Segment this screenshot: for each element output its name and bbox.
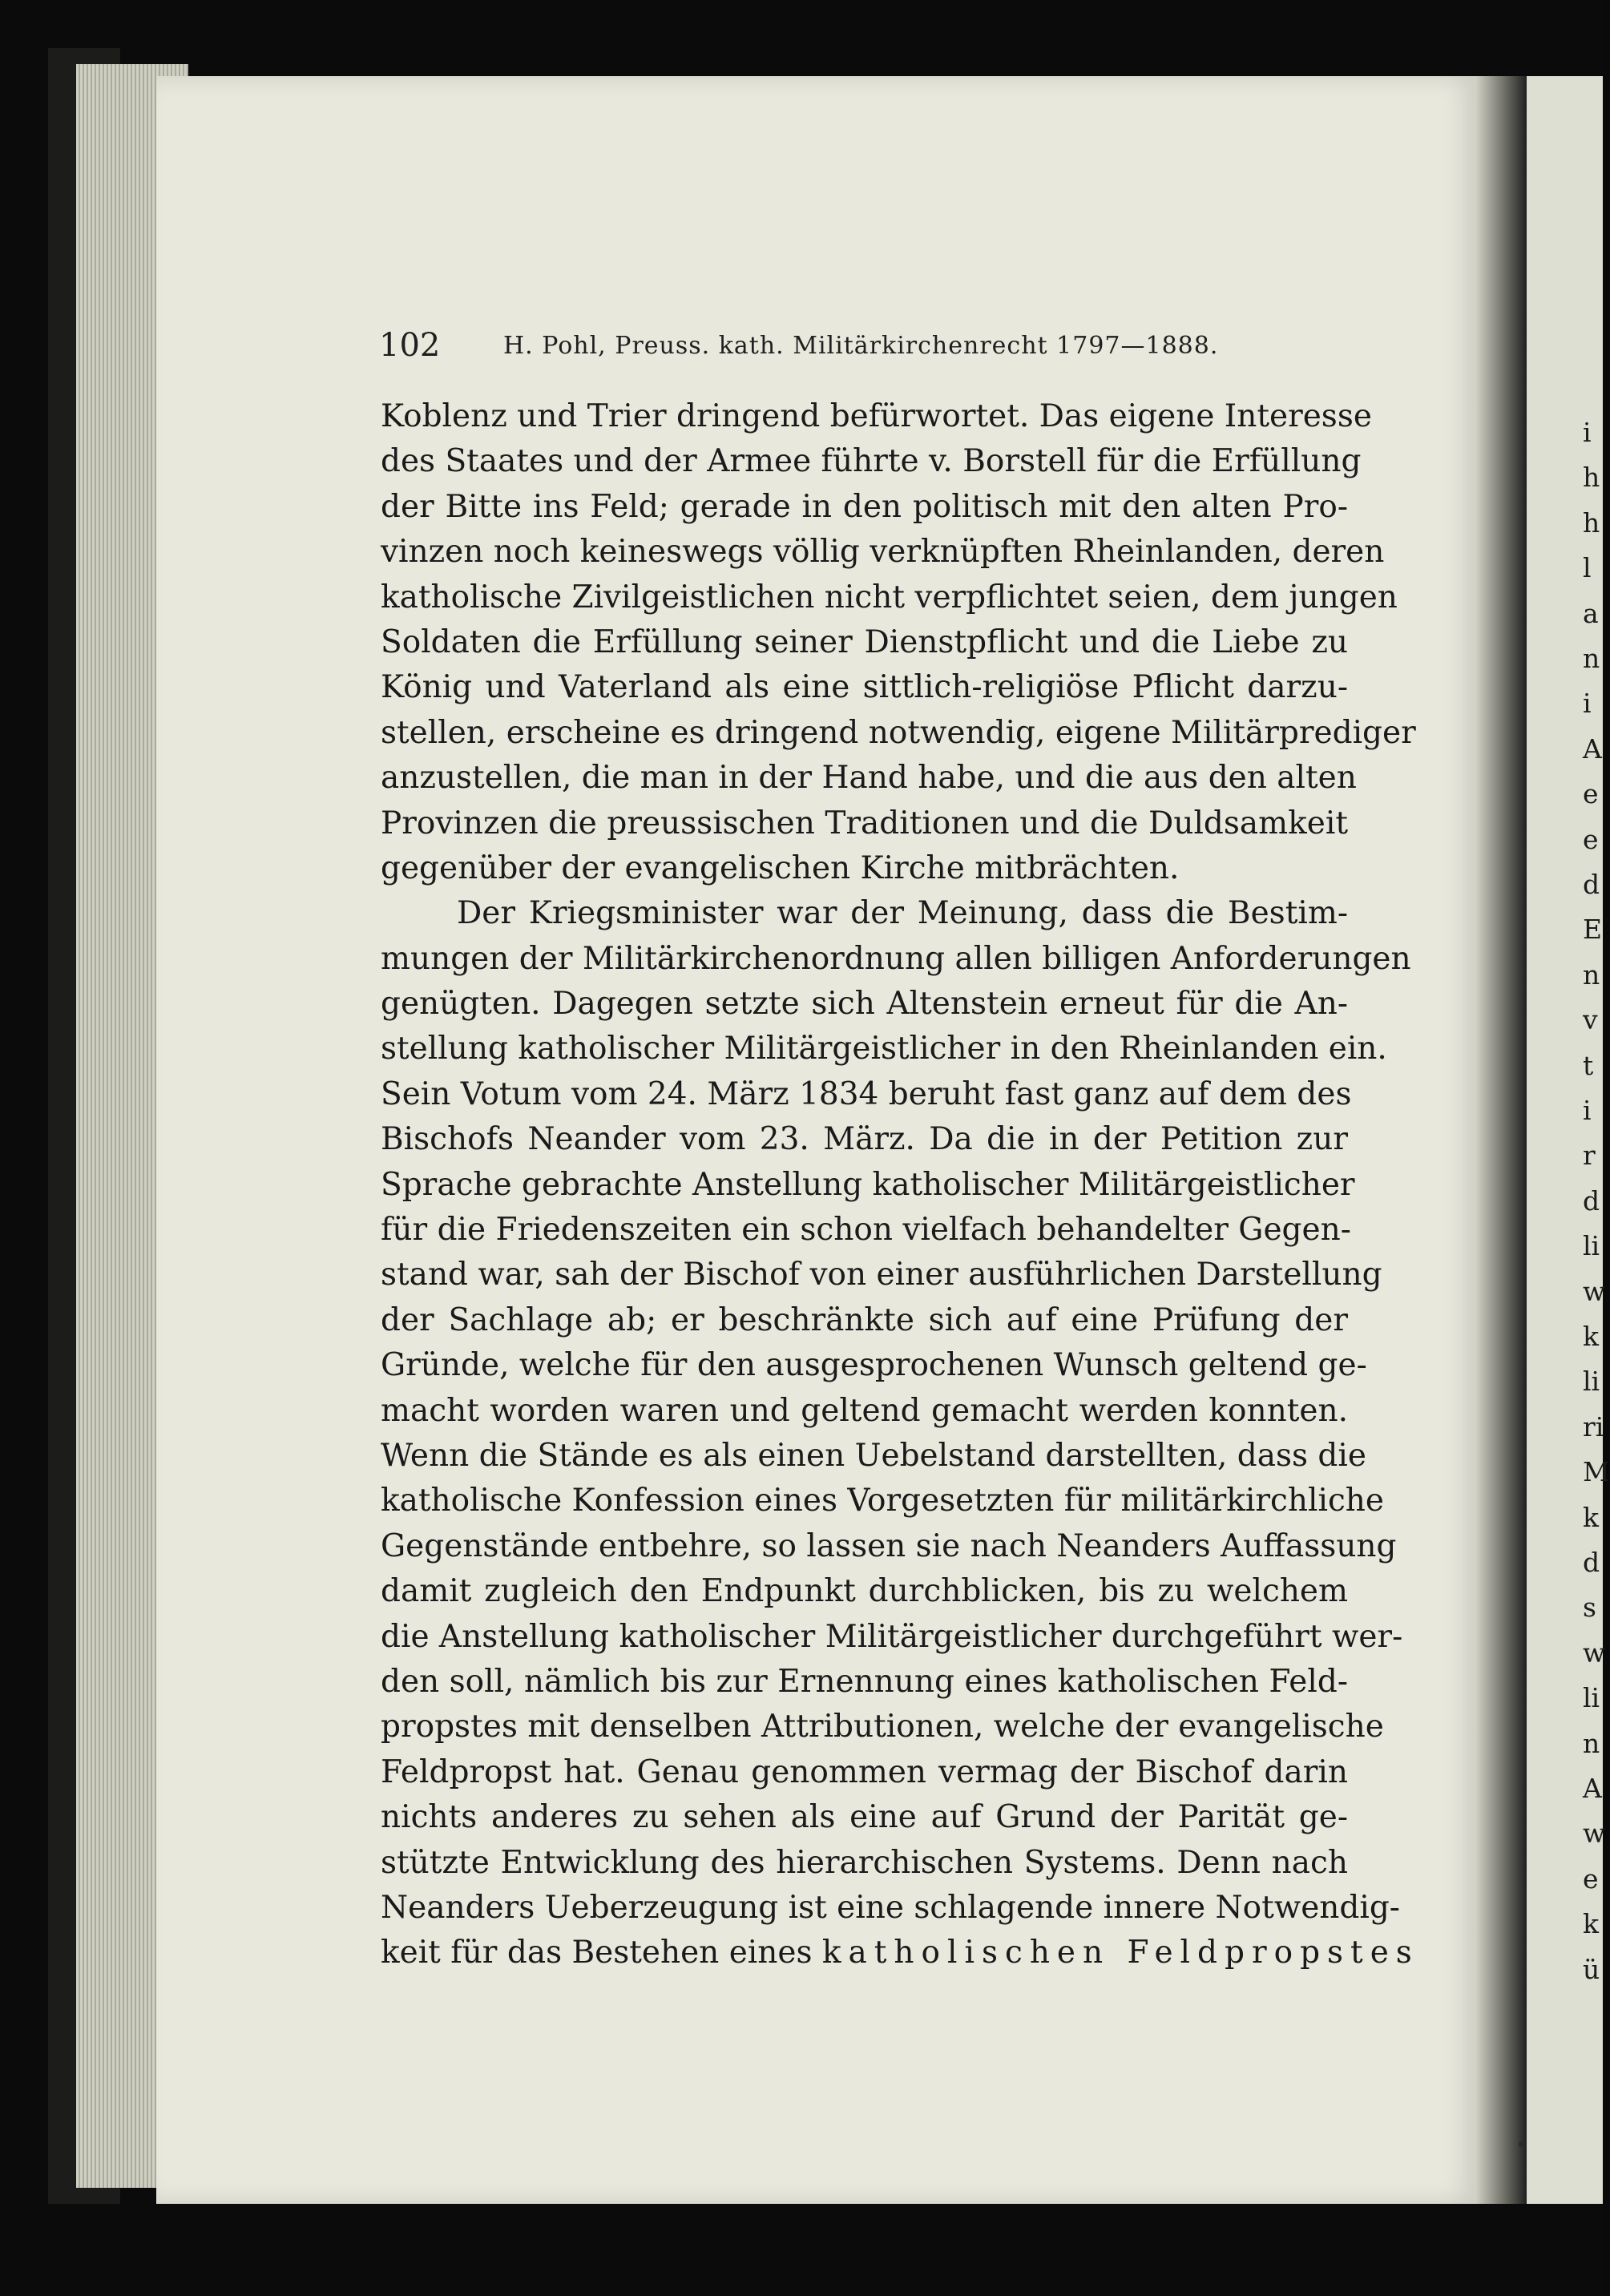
next-page-fragment-line: w (1583, 1636, 1606, 1669)
next-page-fragment-line: ü (1583, 1953, 1600, 1985)
text-line: mungen der Militärkirchenordnung allen billigen Anforderungen (381, 940, 1411, 977)
next-page-fragment-line: e (1583, 823, 1599, 855)
next-page-fragment-line: A (1583, 1773, 1602, 1804)
text-line: Bischofs Neander vom 23. März. Da die in der Petition zur (381, 1121, 1348, 1158)
next-page-fragment-line: n (1583, 643, 1600, 674)
text-line: vinzen noch keineswegs völlig verknüpften Rheinlanden, deren (381, 534, 1385, 571)
text-line: katholische Konfession eines Vorgesetzten für militärkirchliche (381, 1483, 1384, 1519)
text-line: Sprache gebrachte Anstellung katholischer Militärgeistlicher (381, 1166, 1355, 1203)
text-line: stand war, sah der Bischof von einer ausführlichen Darstellung (381, 1257, 1382, 1293)
final-line-emphasis: katholischen Feldpropstes (821, 1935, 1419, 1971)
next-page-fragment-line: t (1583, 1049, 1594, 1081)
next-page-fragment-line: li (1583, 1682, 1600, 1714)
text-line: Neanders Ueberzeugung ist eine schlagende innere Notwendig- (381, 1889, 1400, 1926)
next-page-fragment-line: h (1583, 506, 1600, 539)
text-line: stellung katholischer Militärgeistlicher in den Rheinlanden ein. (381, 1031, 1387, 1067)
next-page-fragment-line: e (1583, 1862, 1599, 1895)
next-page-fragment-line: d (1583, 869, 1600, 900)
text-line: des Staates und der Armee führte v. Borstell für die Erfüllung (381, 443, 1362, 480)
next-page-fragment-line: h (1583, 462, 1600, 494)
text-line: König und Vaterland als eine sittlich-religiöse Pflicht darzu- (381, 669, 1348, 706)
next-page-fragment-line: k (1583, 1501, 1599, 1533)
text-line: Provinzen die preussischen Traditionen und die Duldsamkeit (381, 805, 1348, 841)
text-line: den soll, nämlich bis zur Ernennung eines katholischen Feld- (381, 1663, 1348, 1700)
text-line: der Sachlage ab; er beschränkte sich auf eine Prüfung der (381, 1301, 1348, 1338)
text-line: Koblenz und Trier dringend befürwortet. Das eigene Interesse (381, 398, 1372, 434)
next-page-fragment-line: ri (1583, 1410, 1604, 1443)
text-line: stellen, erscheine es dringend notwendig, eigene Militärprediger (381, 714, 1416, 751)
next-page-fragment-line: w (1583, 1818, 1606, 1850)
next-page-fragment-line: a (1583, 597, 1599, 629)
page-number: 102 (379, 327, 441, 364)
text-line: Gegenstände entbehre, so lassen sie nach Neanders Auffassung (381, 1527, 1397, 1564)
next-page-fragment-line: i (1583, 417, 1592, 448)
next-page-fragment-line: A (1583, 732, 1602, 765)
text-line: katholische Zivilgeistlichen nicht verpflichtet seien, dem jungen (381, 579, 1398, 615)
text-line-final (381, 1931, 1419, 1975)
dust-speck (1519, 2141, 1524, 2147)
text-line: die Anstellung katholischer Militärgeistlicher durchgeführt wer- (381, 1618, 1403, 1655)
running-title: H. Pohl, Preuss. kath. Militärkirchenrecht 1797—1888. (503, 332, 1219, 360)
next-page-fragment-line: i (1583, 688, 1592, 720)
next-page-fragment (1527, 76, 1610, 2204)
next-page-fragment-line: r (1583, 1140, 1596, 1172)
next-page-fragment-line: w (1583, 1275, 1606, 1307)
gutter-shadow (1475, 76, 1531, 2204)
final-line-start: keit für das Bestehen eines (381, 1935, 822, 1971)
next-page-fragment-line: k (1583, 1321, 1599, 1352)
text-line: genügten. Dagegen setzte sich Altenstein erneut für die An- (381, 986, 1348, 1023)
next-page-fragment-line: v (1583, 1004, 1598, 1036)
next-page-fragment-line: s (1583, 1592, 1596, 1624)
next-page-fragment-line: d (1583, 1184, 1600, 1217)
body-text (381, 394, 1419, 1976)
next-page-fragment-line: li (1583, 1230, 1600, 1262)
text-line: damit zugleich den Endpunkt durchblicken, bis zu welchem (381, 1573, 1348, 1610)
text-line: Feldpropst hat. Genau genommen vermag der Bischof darin (381, 1753, 1348, 1790)
text-line: der Bitte ins Feld; gerade in den politisch mit den alten Pro- (381, 488, 1348, 525)
next-page-fragment-line: e (1583, 778, 1599, 810)
running-head (379, 327, 1341, 367)
text-line: Der Kriegsminister war der Meinung, dass die Bestim- (457, 895, 1348, 932)
text-line: gegenüber der evangelischen Kirche mitbrächten. (381, 849, 1180, 886)
next-page-fragment-line: li (1583, 1366, 1600, 1398)
next-page-fragment-line: i (1583, 1095, 1592, 1126)
next-page-fragment-line: M (1583, 1456, 1610, 1488)
next-page-fragment-line: l (1583, 552, 1592, 584)
text-line: Wenn die Stände es als einen Uebelstand darstellten, dass die (381, 1437, 1366, 1474)
next-page-fragment-line: d (1583, 1547, 1600, 1578)
text-line: für die Friedenszeiten ein schon vielfach behandelter Gegen- (381, 1212, 1351, 1249)
next-page-fragment-line: n (1583, 958, 1600, 991)
text-line: Sein Votum vom 24. März 1834 beruht fast ganz auf dem des (381, 1075, 1352, 1112)
next-page-fragment-line: n (1583, 1727, 1600, 1759)
next-page-fragment-line: E (1583, 914, 1603, 946)
text-line: Gründe, welche für den ausgesprochenen Wunsch geltend ge- (381, 1347, 1367, 1384)
text-line: Soldaten die Erfüllung seiner Dienstpflicht und die Liebe zu (381, 623, 1348, 660)
text-line: stützte Entwicklung des hierarchischen Systems. Denn nach (381, 1844, 1348, 1881)
text-line: macht worden waren und geltend gemacht werden konnten. (381, 1392, 1348, 1429)
text-line: propstes mit denselben Attributionen, welche der evangelische (381, 1709, 1384, 1745)
text-line: anzustellen, die man in der Hand habe, und die aus den alten (381, 760, 1357, 797)
next-page-fragment-line: k (1583, 1908, 1599, 1940)
text-line: nichts anderes zu sehen als eine auf Grund der Parität ge- (381, 1799, 1348, 1836)
